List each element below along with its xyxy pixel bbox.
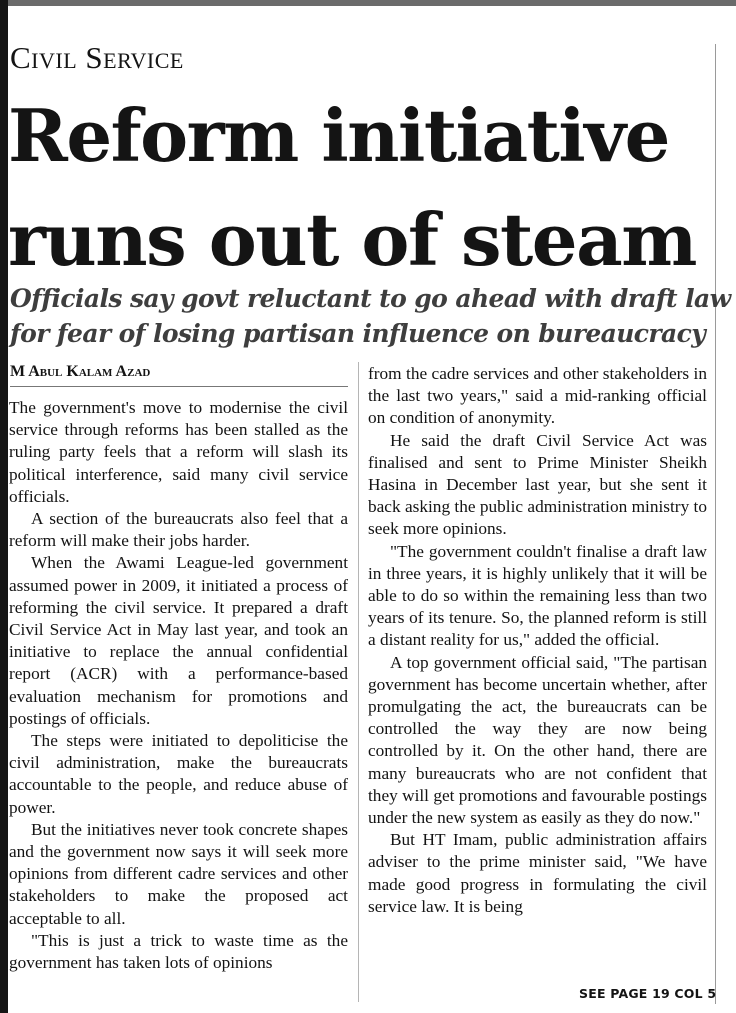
paragraph: from the cadre services and other stakeholders in the last two years," said a mid-ranking official on condition of anonymity. [368,364,707,428]
section-kicker: Civil Service [10,40,184,75]
byline-rule [10,386,348,387]
article-column-1 [9,397,348,974]
headline: Reform initiative runs out of steam [8,93,696,282]
paragraph: The government's move to modernise the civil service through reforms has been stalled as the ruling party feels that a reform will slash its political interference, said many civil service officials. [9,398,348,506]
paragraph: He said the draft Civil Service Act was finalised and sent to Prime Minister Sheikh Hasina in December last year, but she sent it back asking the public administration ministry to seek more opinions. [368,430,707,539]
page-top-edge [8,0,736,6]
byline: M Abul Kalam Azad [10,363,151,380]
page-left-edge [0,0,8,1013]
paragraph: But the initiatives never took concrete shapes and the government now says it will seek more opinions from different cadre services and other stakeholders to make the proposed act acceptable to all. [9,819,348,928]
paragraph: A section of the bureaucrats also feel that a reform will make their jobs harder. [9,509,348,551]
subheadline-line: for fear of losing partisan influence on bureaucracy [10,319,706,348]
continuation-note: SEE PAGE 19 COL 5 [579,986,717,1001]
subheadline-line: Officials say govt reluctant to go ahead with draft law [10,284,731,313]
column-divider [358,362,359,1002]
paragraph: A top government official said, "The partisan government has become uncertain whether, after promulgating the act, the bureaucrats can be controlled the way they are now being controlled by it. On the other hand, there are many bureaucrats who are not confident that they will get promotions and favourable postings under the new system as easily as they do now." [368,652,707,828]
paragraph: "This is just a trick to waste time as the government has taken lots of opinions [9,930,348,973]
paragraph: "The government couldn't finalise a draft law in three years, it is highly unlikely that it will be able to do so within the remaining less than two years of its tenure. So, the planned reform is still a distant reality for us," added the official. [368,541,707,650]
article-column-2 [368,363,707,918]
paragraph: But HT Imam, public administration affairs adviser to the prime minister said, "We have made good progress in formulating the civil service law. It is being [368,830,707,916]
paragraph: When the Awami League-led government assumed power in 2009, it initiated a process of reforming the civil service. It prepared a draft Civil Service Act in May last year, and took an initiative to replace the annual confidential report (ACR) with a performance-based evaluation mechanism for promotions and postings of officials. [9,553,348,728]
subheadline [10,281,731,351]
paragraph: The steps were initiated to depoliticise the civil administration, make the bureaucrats accountable to the people, and reduce abuse of power. [9,731,348,817]
